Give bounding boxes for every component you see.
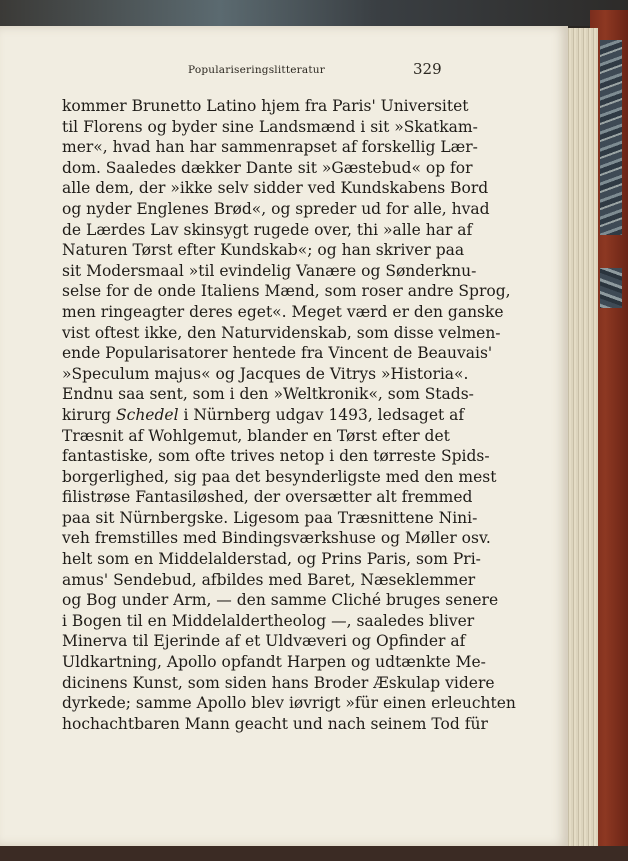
text-line: sit Modersmaal »til evindelig Vanære og Sønderknu- [62, 261, 477, 280]
text-segment: i Nürnberg udgav 1493, ledsaget af [178, 405, 465, 424]
text-line: hochachtbaren Mann geacht und nach seinem Tod für [62, 714, 488, 733]
text-line: Minerva til Ejerinde af et Uldvæveri og Opfinder af [62, 632, 466, 651]
text-line: og nyder Englenes Brød«, og spreder ud for alle, hvad [62, 199, 490, 218]
text-line: ende Popularisatorer hentede fra Vincent de Beauvais' [62, 344, 493, 363]
text-line: kommer Brunetto Latino hjem fra Paris' Universitet [62, 97, 469, 115]
text-line: mer«, hvad han har sammenrapset af forskellig Lær- [62, 138, 478, 157]
text-line: Træsnit af Wohlgemut, blander en Tørst efter det [62, 426, 450, 445]
text-line: vist oftest ikke, den Naturvidenskab, som disse velmen- [62, 323, 501, 342]
text-line: filistrøse Fantasiløshed, der oversætter alt fremmed [62, 488, 473, 507]
marbled-cover-top [600, 40, 622, 235]
text-segment: kirurg [62, 405, 117, 424]
page-number: 329 [413, 60, 442, 78]
text-line: selse for de onde Italiens Mænd, som roser andre Sprog, [62, 282, 511, 301]
running-header: Populariseringslitteratur [188, 64, 325, 76]
text-line: veh fremstilles med Bindingsværkshuse og Møller osv. [62, 529, 491, 548]
page-stack-edge [566, 28, 598, 848]
text-line: dicinens Kunst, som siden hans Broder Æskulap videre [62, 673, 495, 692]
background-top [0, 0, 628, 26]
text-line: dyrkede; samme Apollo blev iøvrigt »für einen erleuchten [62, 694, 516, 713]
text-line: men ringeagter deres eget«. Meget værd er den ganske [62, 302, 504, 321]
marbled-cover-bottom [600, 268, 622, 308]
text-line: paa sit Nürnbergske. Ligesom paa Træsnittene Nini- [62, 508, 478, 527]
text-line: alle dem, der »ikke selv sidder ved Kundskabens Bord [62, 179, 489, 198]
text-line [62, 405, 465, 426]
text-line: »Speculum majus« og Jacques de Vitrys »Historia«. [62, 364, 469, 383]
text-line: til Florens og byder sine Landsmænd i sit »Skatkam- [62, 117, 478, 136]
text-line: de Lærdes Lav skinsygt rugede over, thi »alle har af [62, 220, 473, 239]
text-line: borgerlighed, sig paa det besynderligste med den mest [62, 467, 497, 486]
text-line: Endnu saa sent, som i den »Weltkronik«, som Stads- [62, 385, 474, 404]
text-line: amus' Sendebud, afbildes med Baret, Næseklemmer [62, 570, 476, 589]
text-line: dom. Saaledes dækker Dante sit »Gæstebud« op for [62, 158, 473, 177]
text-line: og Bog under Arm, — den samme Cliché bruges senere [62, 591, 499, 610]
text-line: i Bogen til en Middelaldertheolog —, saaledes bliver [62, 611, 475, 630]
text-line: helt som en Middelalderstad, og Prins Paris, som Pri- [62, 550, 481, 569]
background-bottom [0, 846, 628, 861]
italic-name-schedel: Schedel [116, 405, 179, 424]
body-text [62, 96, 516, 734]
text-line: Uldkartning, Apollo opfandt Harpen og udtænkte Me- [62, 653, 486, 672]
text-line: fantastiske, som ofte trives netop i den tørreste Spids- [62, 447, 490, 466]
text-line: Naturen Tørst efter Kundskab«; og han skriver paa [62, 241, 465, 260]
